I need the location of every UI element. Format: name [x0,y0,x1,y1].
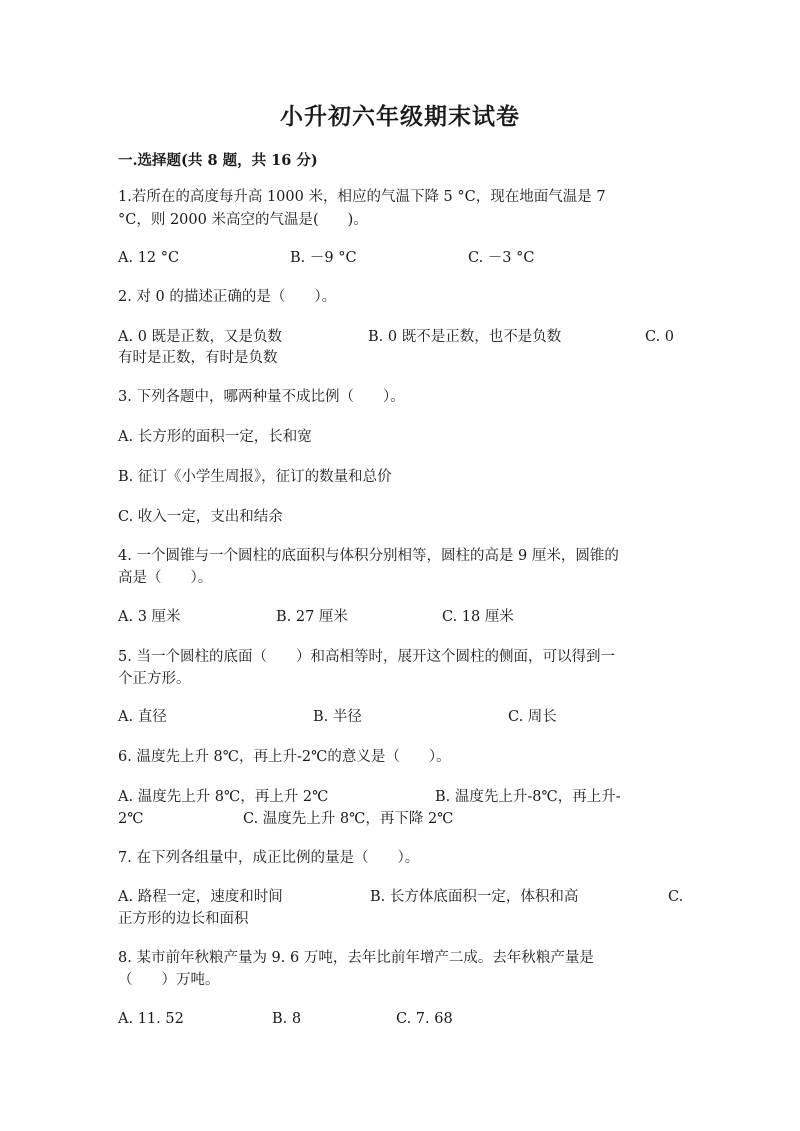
question-7-option-b: B. 长方体底面积一定，体积和高 [370,889,579,905]
question-2-option-c: C. 0 [645,329,675,345]
question-1-stem-line-2: °C，则 2000 米高空的气温是( )。 [118,212,368,228]
question-3-stem: 3. 下列各题中，哪两种量不成比例（ ）。 [118,389,405,405]
question-5-stem-line-1: 5. 当一个圆柱的底面（ ）和高相等时，展开这个圆柱的侧面，可以得到一 [118,649,615,665]
question-3-option-a: A. 长方形的面积一定，长和宽 [118,429,312,445]
question-6-option-c: C. 温度先上升 8℃，再下降 2℃ [243,811,454,827]
question-2-stem: 2. 对 0 的描述正确的是（ ）。 [118,289,337,305]
question-2-option-b: B. 0 既不是正数，也不是负数 [368,329,562,345]
question-5-stem-line-2: 个正方形。 [118,671,191,687]
question-5-option-b: B. 半径 [313,709,362,725]
question-4-option-a: A. 3 厘米 [118,609,181,625]
question-1-stem-line-1: 1.若所在的高度每升高 1000 米，相应的气温下降 5 °C，现在地面气温是 7 [118,189,606,205]
question-5-option-a: A. 直径 [118,709,167,725]
question-6-option-b: B. 温度先上升-8℃，再上升- [435,789,621,805]
question-1-option-c: C. －3 °C [468,250,535,266]
question-4-option-c: C. 18 厘米 [442,609,514,625]
question-4-stem-line-2: 高是（ ）。 [118,570,213,586]
question-2-option-a: A. 0 既是正数，又是负数 [118,329,283,345]
question-7-stem: 7. 在下列各组量中，成正比例的量是（ ）。 [118,850,420,866]
question-8-stem-line-1: 8. 某市前年秋粮产量为 9. 6 万吨，去年比前年增产二成。去年秋粮产量是 [118,950,594,966]
question-8-stem-line-2: （ ）万吨。 [118,972,220,988]
question-4-stem-line-1: 4. 一个圆锥与一个圆柱的底面积与体积分别相等，圆柱的高是 9 厘米，圆锥的 [118,548,619,564]
question-6-option-b-cont: 2℃ [118,811,144,827]
question-8-option-a: A. 11. 52 [118,1011,184,1027]
question-7-option-a: A. 路程一定，速度和时间 [118,889,283,905]
question-8-option-b: B. 8 [272,1011,302,1027]
question-4-option-b: B. 27 厘米 [276,609,348,625]
page-title: 小升初六年级期末试卷 [280,103,520,130]
question-1-option-b: B. －9 °C [290,250,357,266]
question-7-option-c-cont: 正方形的边长和面积 [118,911,249,927]
question-1-option-a: A. 12 °C [118,250,180,266]
question-7-option-c: C. [668,889,684,905]
question-5-option-c: C. 周长 [508,709,557,725]
question-8-option-c: C. 7. 68 [396,1011,453,1027]
question-6-stem: 6. 温度先上升 8℃，再上升-2℃的意义是（ ）。 [118,749,451,765]
question-3-option-b: B. 征订《小学生周报》，征订的数量和总价 [118,469,392,485]
question-2-option-c-cont: 有时是正数，有时是负数 [118,350,278,366]
question-6-option-a: A. 温度先上升 8℃，再上升 2℃ [118,789,329,805]
section-heading: 一.选择题(共 8 题，共 16 分) [118,152,318,169]
question-3-option-c: C. 收入一定，支出和结余 [118,509,283,525]
